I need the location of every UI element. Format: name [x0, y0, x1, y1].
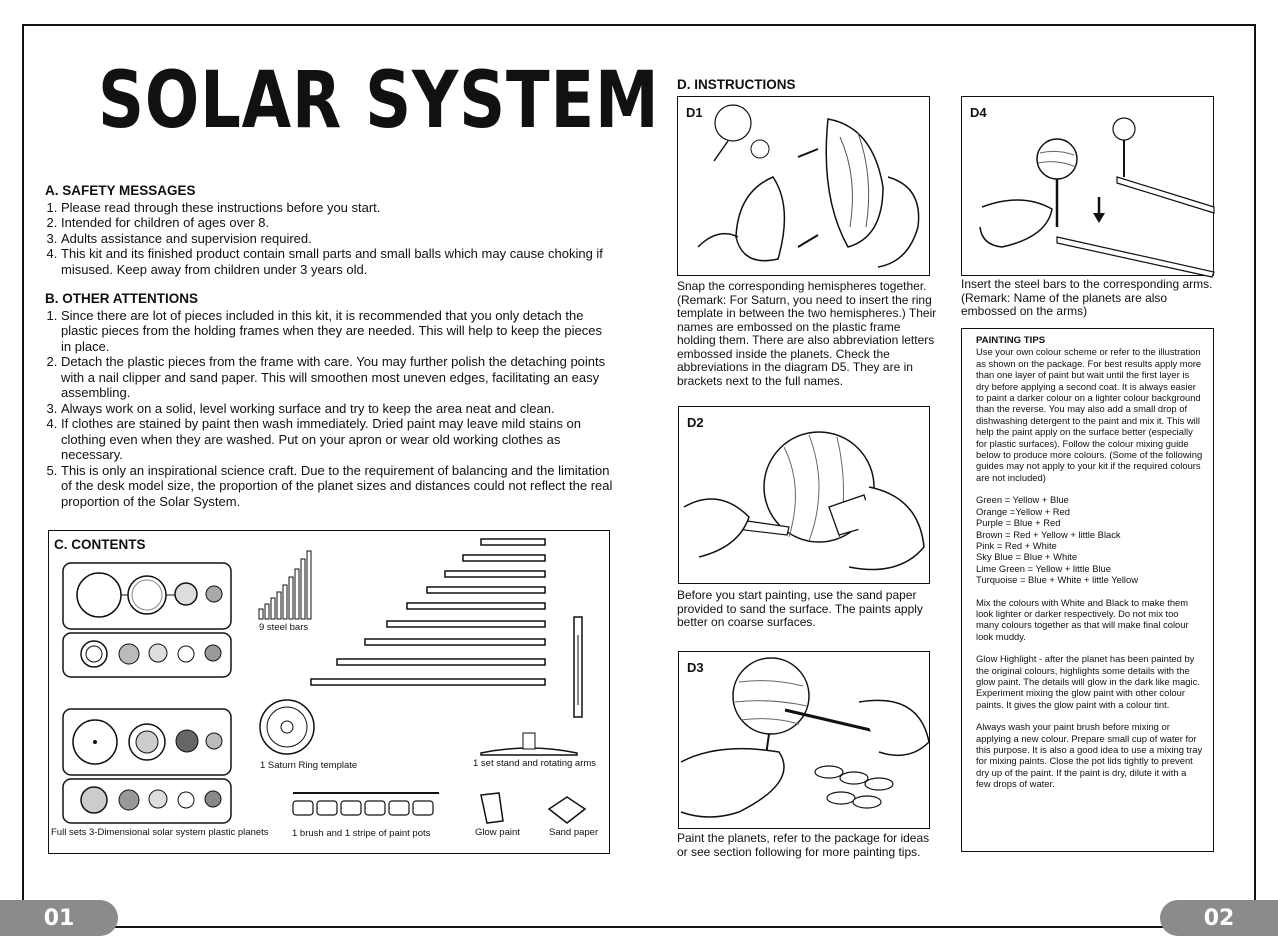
- painting-tips-intro: Use your own colour scheme or refer to the illustration as shown on the package. For best results apply more than one layer of paint but wait until the first layer is dry before applying a second coat. It is always easier to paint a darker colour on a lighter colour background than the reverse. You may also add a small drop of dishwashing detergent to the paint and mix it. This will help the paint apply on the surface better (especially for plastic surfaces). Follow the colour mixing guide below to produce more colours. (Some of the following guides may not apply to your kit if the required colours are not included): [976, 346, 1203, 483]
- page-title: SOLAR SYSTEM: [98, 56, 660, 146]
- colour-mix-item: Purple = Blue + Red: [976, 517, 1061, 529]
- colour-mix-item: Sky Blue = Blue + White: [976, 551, 1078, 563]
- attention-item: 2. Detach the plastic pieces from the frame with care. You may further polish the detaching points with a nail clipper and sand paper. This will smoothen most uneven edges, facilitating an easy assembling.: [61, 354, 615, 401]
- step-d4-label: D4: [970, 105, 987, 120]
- rotating-arms-illustration: [307, 537, 547, 717]
- colour-mix-item: Brown = Red + Yellow + little Black: [976, 528, 1121, 540]
- step-d2-panel: [678, 406, 930, 584]
- colour-mix-list: [976, 494, 1203, 585]
- safety-item: 1. Please read through these instructions before you start.: [61, 200, 615, 216]
- sanding-illustration: [679, 407, 929, 583]
- step-d1-label: D1: [686, 105, 703, 120]
- paint-pots-illustration: [289, 789, 449, 829]
- safety-heading: A. SAFETY MESSAGES: [45, 183, 196, 198]
- attention-item: 4. If clothes are stained by paint then wash immediately. Dried paint may leave mild stains on clothing even when they are washed. Put on your apron or wear old working clothes as necessary.: [61, 416, 615, 463]
- page-number-left: 01: [0, 900, 118, 936]
- step-d2-label: D2: [687, 415, 704, 430]
- insert-bars-illustration: [962, 97, 1212, 275]
- caption-glow-paint: Glow paint: [475, 827, 520, 838]
- mix-note: Mix the colours with White and Black to make them look lighter or darker respectively. Do not mix too many colours together as that will make final colour look muddy.: [976, 596, 1189, 642]
- planet-frame-illustration-top: [61, 561, 233, 679]
- planet-frame-illustration-bottom: [61, 707, 233, 827]
- caption-brush: 1 brush and 1 stripe of paint pots: [292, 828, 431, 839]
- contents-heading: C. CONTENTS: [54, 537, 146, 552]
- hemispheres-illustration: [678, 97, 928, 275]
- painting-tips-heading: PAINTING TIPS: [976, 335, 1046, 346]
- safety-item: 3. Adults assistance and supervision required.: [61, 231, 615, 247]
- step-d4-text: Insert the steel bars to the corresponding arms. (Remark: Name of the planets are also embossed on the arms): [961, 277, 1213, 318]
- page-number-right: 02: [1160, 900, 1278, 936]
- step-d3-panel: [678, 651, 930, 829]
- step-d4-panel: [961, 96, 1214, 276]
- step-d1-text: Snap the corresponding hemispheres together. (Remark: For Saturn, you need to insert the ring template in between the two hemispheres.) Their names are embossed on the plastic frame holding them. There are also abbreviation letters embossed inside the planets. Check the abbreviations in the diagram D5. They are in brackets next to the full names.: [677, 279, 937, 388]
- caption-steel-bars: 9 steel bars: [259, 622, 309, 633]
- glow-highlight-tip: Glow Highlight - after the planet has been painted by the original colours, highlights some details with the glow paint. The details will glow in the dark like magic. Experiment mixing the glow paint with other colour paints. It gives the glow paint with a colour tint.: [976, 653, 1200, 710]
- stand-illustration: [479, 729, 579, 759]
- contents-box: [48, 530, 610, 854]
- caption-saturn-ring: 1 Saturn Ring template: [260, 760, 358, 771]
- attention-item: 1. Since there are lot of pieces included in this kit, it is recommended that you only detach the plastic pieces from the holding frames when they are needed. This will help to keep the pieces in place.: [61, 308, 615, 355]
- colour-mix-item: Orange =Yellow + Red: [976, 505, 1070, 517]
- sand-paper-illustration: [547, 795, 587, 825]
- step-d3-label: D3: [687, 660, 704, 675]
- attentions-heading: B. OTHER ATTENTIONS: [45, 291, 198, 306]
- saturn-ring-illustration: [257, 697, 317, 757]
- safety-item: 2. Intended for children of ages over 8.: [61, 215, 615, 231]
- bottom-rule: [110, 926, 1168, 928]
- attention-item: 3. Always work on a solid, level working surface and try to keep the area neat and clean.: [61, 401, 615, 417]
- colour-mix-item: Lime Green = Yellow + little Blue: [976, 562, 1111, 574]
- colour-mix-item: Turquoise = Blue + White + little Yellow: [976, 574, 1138, 586]
- safety-item: 4. This kit and its finished product contain small parts and small balls which may cause choking if misused. Keep away from children under 3 years old.: [61, 246, 615, 277]
- caption-stand: 1 set stand and rotating arms: [473, 758, 597, 769]
- attention-item: 5. This is only an inspirational science craft. Due to the requirement of balancing and the limitation of the desk model size, the proportion of the planet sizes and distances could not reflect the real proportion of the Solar System.: [61, 463, 615, 510]
- instructions-heading: D. INSTRUCTIONS: [677, 77, 796, 92]
- attentions-section: [45, 291, 615, 509]
- vertical-rod-illustration: [571, 615, 585, 721]
- painting-tips-box: [961, 328, 1214, 852]
- step-d1-panel: [677, 96, 930, 276]
- glow-paint-illustration: [477, 791, 507, 827]
- caption-sand-paper: Sand paper: [549, 827, 599, 838]
- step-d2-text: Before you start painting, use the sand paper provided to sand the surface. The paints apply better on coarse surfaces.: [677, 588, 923, 629]
- painting-illustration: [679, 652, 929, 828]
- colour-mix-item: Pink = Red + White: [976, 539, 1057, 551]
- brush-wash-tip: Always wash your paint brush before mixing or applying a new colour. Prepare small cup of water for this purpose. It is also a good idea to use a mixing tray for mixing paints. Close the pot lids tightly to prevent dry up of the paint. If the paint is dry, dilute it with a few drops of water.: [976, 721, 1203, 790]
- colour-mix-item: Green = Yellow + Blue: [976, 494, 1069, 506]
- step-d3-text: Paint the planets, refer to the package for ideas or see section following for more painting tips.: [677, 831, 930, 859]
- caption-planets: Full sets 3-Dimensional solar system plastic planets: [51, 827, 269, 838]
- safety-section: [45, 183, 615, 277]
